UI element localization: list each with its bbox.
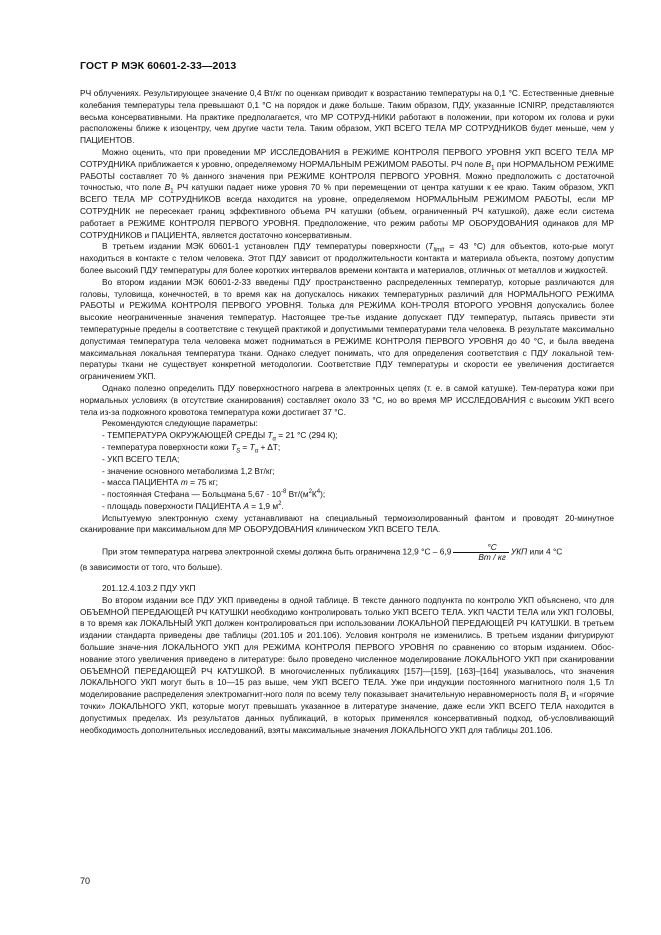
paragraph-text: При этом температура нагрева электронной схемы должна быть ограничена bbox=[102, 546, 401, 557]
document-header: ГОСТ Р МЭК 60601-2-33—2013 bbox=[80, 60, 237, 72]
paragraph-text: Однако полезно определить ПДУ поверхностного нагрева в электронных цепях (т. е. в самой катушке). Тем-пература кожи при нормальных условиях (в отсутствие сканирования) составляет около 33 °С, но во время МР ИССЛЕДОВАНИЯ с высоким УКП всего тела из-за подкожного кровотока температура кожи достигает 37 °С. bbox=[80, 382, 614, 417]
symbol: B bbox=[560, 689, 566, 700]
list-text: - УКП ВСЕГО ТЕЛА; bbox=[102, 453, 180, 464]
superscript: 2 bbox=[308, 489, 312, 496]
subscript: 1 bbox=[565, 695, 570, 702]
subscript: S bbox=[236, 448, 241, 455]
subscript: 1 bbox=[170, 189, 174, 196]
list-text: - постоянная Стефана — Больцмана 5,67 · 10 bbox=[102, 489, 281, 500]
paragraph-text: при НОРМАЛЬНОМ РЕЖИМЕ РАБОТЫ составляет 70 % данного значения при РЕЖИМЕ КОНТРОЛЯ ПЕРВОГО УРОВНЯ. Можно предположить с достаточной точностью, что поле bbox=[80, 158, 614, 193]
paragraph-text: В третьем издании МЭК 60601-1 установлен ПДУ температуры поверхности ( bbox=[102, 241, 429, 252]
list-item bbox=[80, 442, 614, 454]
list-item bbox=[80, 477, 614, 489]
paragraph-text: и «горячие точки» ЛОКАЛЬНОГО УКП, которые могут превышать указанное в литературе значение, даже если УКП ВСЕГО ТЕЛА находится в допустимых пределах. Из результатов данных публикаций, в которых применялся консервативный подход, об-условливающий необходимость дополнительных исследований, взяты максимальные значения ЛОКАЛЬНОГО УКП для таблицы 201.106. bbox=[80, 689, 614, 735]
list-text: . bbox=[281, 500, 284, 511]
list-text: = 1,9 м bbox=[248, 500, 279, 511]
paragraph bbox=[80, 88, 614, 147]
paragraph-text: РЧ катушки падает ниже уровня 70 % при перемещении от центра катушки к ее краю. Таким образом, УКП ВСЕГО ТЕЛА МР СОТРУДНИКОВ всегда находится на уровне, определяемом НОРМАЛЬНЫМ РЕЖИМОМ РАБОТЫ, если МР СОТРУДНИК не пересекает границ эффективного объема РЧ катушки (объем, ограниченный РЧ катушкой), даже если система работает в РЕЖИМЕ КОНТРОЛЯ ПЕРВОГО УРОВНЯ. Предположение, что режим работы МР ОБОРУДОВАНИЯ одинаков для МР СОТРУДНИКОВ и ПАЦИЕНТА, является достаточно консервативным. bbox=[80, 182, 614, 240]
paragraph-text: = 43 °С) для объектов, кото-рые могут находиться в контакте с телом человека. Этот ПДУ зависит от продолжительности контакта и материала объекта, поэтому допустим более высокий ПДУ температуры для более коротких интервалов времени контакта и материалов, отличных от металлов и жидкостей. bbox=[80, 241, 614, 275]
subscript: α bbox=[272, 436, 276, 443]
symbol: T bbox=[267, 430, 273, 441]
paragraph bbox=[80, 562, 614, 574]
list-text: + ΔТ; bbox=[258, 441, 281, 452]
symbol: A bbox=[243, 500, 249, 511]
subscript: limit bbox=[433, 248, 445, 255]
list-text: ); bbox=[320, 489, 326, 500]
list-text: = 75 кг; bbox=[187, 477, 218, 488]
paragraph-text: или 4 °С bbox=[529, 546, 563, 557]
paragraph-text: Можно оценить, что при проведении МР ИССЛЕДОВАНИЯ в РЕЖИМЕ КОНТРОЛЯ ПЕРВОГО УРОВНЯ УКП ВСЕГО ТЕЛА МР СОТРУДНИКА приближается к уровню, определяемому НОРМАЛЬНЫМ РЕЖИМОМ РАБОТЫ. РЧ поле bbox=[80, 146, 614, 169]
formula-part: УКП bbox=[510, 546, 528, 557]
list-text: - значение основного метаболизма 1,2 Вт/кг; bbox=[102, 465, 275, 476]
list-text: - масса ПАЦИЕНТА bbox=[102, 477, 181, 488]
list-item bbox=[80, 489, 614, 501]
paragraph bbox=[80, 595, 614, 737]
fraction bbox=[453, 543, 509, 562]
list-item bbox=[80, 466, 614, 478]
page-number: 70 bbox=[80, 876, 91, 886]
superscript: 4 bbox=[316, 489, 321, 496]
list-text: - ТЕМПЕРАТУРА ОКРУЖАЮЩЕЙ СРЕДЫ bbox=[102, 430, 268, 441]
section-heading: 201.12.4.103.2 ПДУ УКП bbox=[102, 583, 196, 594]
superscript: -8 bbox=[280, 489, 287, 496]
fraction-numerator: °С bbox=[453, 543, 509, 553]
list-text: - площадь поверхности ПАЦИЕНТА bbox=[102, 500, 244, 511]
list-text: = bbox=[240, 441, 250, 452]
symbol: T bbox=[249, 441, 255, 452]
formula-paragraph bbox=[80, 543, 614, 562]
subscript: 1 bbox=[491, 165, 495, 172]
list-text: Вт/(м bbox=[286, 489, 309, 500]
subscript: α bbox=[254, 448, 259, 455]
list-item bbox=[80, 454, 614, 466]
paragraph bbox=[80, 418, 614, 430]
paragraph-text: Во втором издании МЭК 60601-2-33 введены ПДУ пространственно распределенных температур, которые различаются для головы, туловища, конечностей, в то время как на допускалось никаких температурных различий для НОРМАЛЬНОГО РЕЖИМА РАБОТЫ и РЕЖИМА КОНТРОЛЯ ПЕРВОГО УРОВНЯ. Толька для РЕЖИМА КОН-ТРОЛЯ ВТОРОГО УРОВНЯ допускались более высокие неограниченные значения температур. Настоящее тре-тье издание допускает ПДУ температур, пытаясь привести эти температурные пределы в соответствие с текущей практикой и допустимыми температурами тела человека. В результате максимально допустимая температура тела человека может подниматься в РЕЖИМЕ КОНТРОЛЯ ПЕРВОГО УРОВНЯ до 40 °С, и была введена максимальная локальная температура ткани. Однако следует понимать, что для определения соответствия с ПДУ локальной тем-пературы ткани не существует конкретной методологии. Соответствие ПДУ температуры и скорости ее увеличения достигается ограничением УКП. bbox=[80, 276, 614, 382]
symbol: T bbox=[230, 441, 237, 452]
paragraph bbox=[80, 241, 614, 276]
paragraph-text: РЧ облучениях. Результирующее значение 0,4 Вт/кг по оценкам приводит к возрастанию температуры на 0,1 °С. Естественные дневные колебания температуры тела превышают 0,1 °С на порядок и даже больше. Таким образом, ПДУ, указанные ICNIRP, представляются весьма консервативными. На практике предполагается, что МР СОТРУД-НИКИ работают в положении, при котором их голова и руки расположены ближе к изоцентру, чем другие части тела. Таким образом, УКП ВСЕГО ТЕЛА МР СОТРУДНИКОВ будет меньше, чем у ПАЦИЕНТОВ. bbox=[80, 88, 614, 146]
paragraph-text: (в зависимости от того, что больше). bbox=[80, 562, 223, 573]
document-body bbox=[80, 88, 614, 736]
symbol: B bbox=[485, 158, 492, 169]
fraction-denominator: Вт / кг bbox=[478, 552, 506, 563]
list-item bbox=[80, 430, 614, 442]
list-item bbox=[80, 501, 614, 513]
symbol: T bbox=[428, 241, 434, 252]
paragraph-text: Испытуемую электронную схему устанавливают на специальный термоизолированный фантом и проводят 20-минутное сканирование при максимальном для МР ОБОРУДОВАНИЯ клиническом УКП ВСЕГО ТЕЛА. bbox=[80, 512, 614, 535]
list-text: К bbox=[311, 489, 317, 500]
paragraph bbox=[80, 513, 614, 537]
paragraph bbox=[80, 147, 614, 241]
formula-part: 12,9 °С – 6,9 bbox=[402, 546, 452, 557]
paragraph bbox=[80, 383, 614, 418]
superscript: 2 bbox=[278, 501, 282, 508]
list-text: - температура поверхности кожи bbox=[102, 441, 231, 452]
symbol: B bbox=[164, 182, 171, 193]
paragraph-text: Во втором издании все ПДУ УКП приведены в одной таблице. В тексте данного подпункта по контролю УКП объяснено, что для ОБЪЕМНОЙ ПЕРЕДАЮЩЕЙ РЧ КАТУШКИ необходимо контролировать только УКП ВСЕГО ТЕЛА. УКП ЧАСТИ ТЕЛА или УКП ГОЛОВЫ, в то время как ЛОКАЛЬНЫЙ УКП должен контролироваться при использовании ЛОКАЛЬНОЙ ПЕРЕДАЮЩЕЙ РЧ КАТУШКИ. В третьем издании стандарта приведены две таблицы (201.105 и 201.106). Условия контроля не изменились. В третьем издании фигурируют большие значе-ния ЛОКАЛЬНОГО УКП для РЕЖИМА КОНТРОЛЯ ПЕРВОГО УРОВНЯ по сравнению со вторым изданием. Обос-нование этого увеличения приведено в литературе: было проведено численное моделирование ЛОКАЛЬНОГО УКП при сканировании ОБЪЕМНОЙ ПЕРЕДАЮЩЕЙ РЧ КАТУШКОЙ. В многочисленных публикациях [157]—[159], [163]–[164] указывалось, что значения ЛОКАЛЬНОГО УКП могут быть в 10—15 раз выше, чем УКП ВСЕГО ТЕЛА. Уже при индукции постоянного магнитного поля 1,5 Тл моделирование распределения электромагнит-ного поля по всему телу показывает значительную неравномерность поля bbox=[80, 594, 614, 700]
symbol: m bbox=[180, 477, 188, 488]
paragraph bbox=[80, 277, 614, 383]
paragraph-text: Рекомендуются следующие параметры: bbox=[102, 418, 258, 429]
list-text: = 21 °С (294 К); bbox=[275, 430, 338, 441]
